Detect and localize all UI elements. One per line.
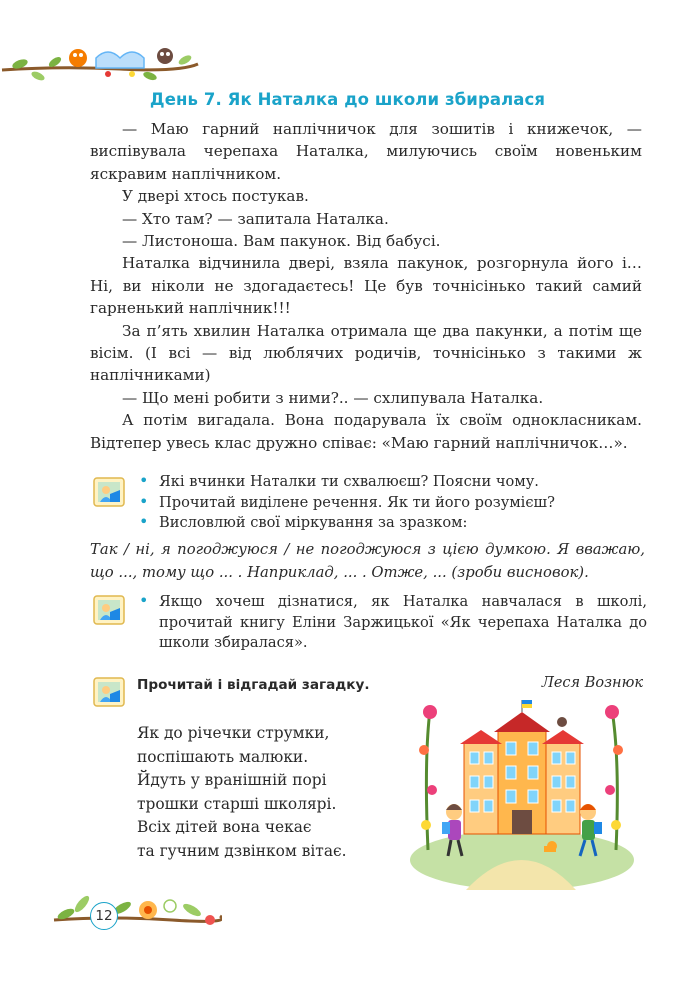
- task-book-icon: [92, 592, 128, 628]
- story-paragraph: — Маю гарний наплічничок для зошитів і книжечок, — виспівувала черепаха Наталка, милуючись своїм новеньким яскравим наплічником.: [90, 120, 642, 183]
- poem-line: поспішають малюки.: [137, 747, 309, 766]
- poem-line: трошки старші школярі.: [137, 794, 337, 813]
- example-template: Так / ні, я погоджуюся / не погоджуюся з цією думкою. Я вважаю, що ..., тому що ... . Наприклад, ... . Отже, ... (зроби висновок).: [90, 541, 645, 581]
- branch-decoration-icon: [52, 880, 222, 936]
- story-paragraph: — Листоноша. Вам пакунок. Від бабусі.: [122, 232, 441, 251]
- task-item: • Які вчинки Наталки ти схвалюєш? Поясни чому.: [137, 472, 647, 493]
- poem-line: Всіх дітей вона чекає: [137, 818, 312, 836]
- task-book-icon: [92, 474, 128, 510]
- task-book-icon: [92, 674, 128, 710]
- task-item: • Прочитай виділене речення. Як ти його розумієш?: [137, 493, 647, 514]
- poem-author: Леся Вознюк: [541, 675, 643, 691]
- branch-decoration-icon: [0, 36, 200, 84]
- page-title: День 7. Як Наталка до школи збиралася: [149, 90, 546, 109]
- riddle-heading: Прочитай і відгадай загадку.: [137, 677, 370, 693]
- story-paragraph: — Що мені робити з ними?.. — схлипувала Наталка.: [122, 388, 544, 407]
- school-illustration: [406, 700, 638, 892]
- story-paragraph: — Хто там? — запитала Наталка.: [122, 209, 389, 228]
- task-item: • Якщо хочеш дізнатися, як Наталка навчалася в школі, прочитай книгу Еліни Заржицької «Як черепаха Наталка до школи збиралася».: [137, 592, 647, 654]
- riddle-poem: [137, 722, 347, 863]
- reading-suggestion: [137, 592, 647, 654]
- story-paragraph: А потім вигадала. Вона подарувала їх своїм однокласникам. Відтепер увесь клас дружно співає: «Маю гарний наплічничок…».: [90, 411, 642, 452]
- story-paragraph: За п’ять хвилин Наталка отримала ще два пакунки, а потім ще вісім. (І всі — від люблячих родичів, точнісінько з такими ж наплічниками): [90, 321, 642, 385]
- story-paragraph: У двері хтось постукав.: [122, 187, 309, 206]
- story-text: [90, 118, 642, 454]
- story-paragraph: Наталка відчинила двері, взяла пакунок, розгорнула його і… Ні, ви ніколи не здогадаєтесь! Це був точнісінько такий самий гарненький наплічник!!!: [90, 254, 642, 318]
- task-item: • Висловлюй свої міркування за зразком:: [137, 513, 647, 534]
- poem-line: Як до річечки струмки,: [137, 724, 330, 742]
- page-number: 12: [90, 902, 118, 930]
- task-list: [137, 472, 647, 534]
- poem-line: Йдуть у вранішній порі: [137, 771, 327, 789]
- poem-line: та гучним дзвінком вітає.: [137, 841, 347, 860]
